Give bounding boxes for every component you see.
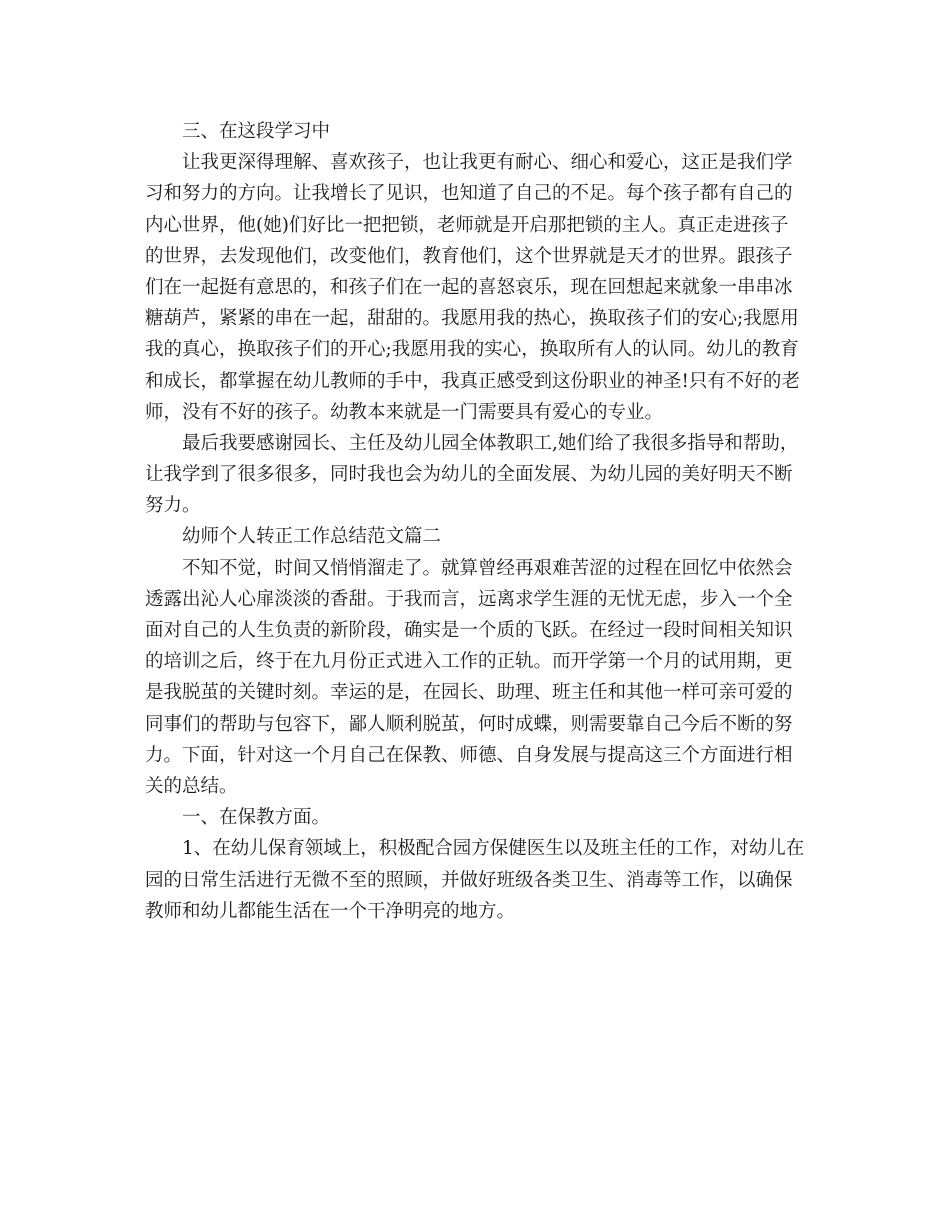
paragraph-line: 努力。 xyxy=(145,495,201,517)
paragraph-line: 力。下面，针对这一个月自己在保教、师德、自身发展与提高这三个方面进行相 xyxy=(145,744,793,766)
paragraph-line: 教师和幼儿都能生活在一个干净明亮的地方。 xyxy=(145,900,516,922)
paragraph-line: 糖葫芦，紧紧的串在一起，甜甜的。我愿用我的热心，换取孩子们的安心;我愿用 xyxy=(145,308,799,330)
paragraph-line: 透露出沁人心扉淡淡的香甜。于我而言，远离求学生涯的无忧无虑，步入一个全 xyxy=(145,588,793,610)
paragraph-line: 我的真心，换取孩子们的开心;我愿用我的实心，换取所有人的认同。幼儿的教育 xyxy=(145,339,799,361)
document-body xyxy=(145,116,810,927)
paragraph-line: 的世界，去发现他们，改变他们，教育他们，这个世界就是天才的世界。跟孩子 xyxy=(145,245,793,267)
paragraph-line: 们在一起挺有意思的，和孩子们在一起的喜怒哀乐，现在回想起来就象一串串冰 xyxy=(145,276,793,298)
paragraph-line: 让我更深得理解、喜欢孩子，也让我更有耐心、细心和爱心，这正是我们学 xyxy=(182,152,793,174)
paragraph-line: 是我脱茧的关键时刻。幸运的是，在园长、助理、班主任和其他一样可亲可爱的 xyxy=(145,682,793,704)
paragraph-line: 面对自己的人生负责的新阶段，确实是一个质的飞跃。在经过一段时间相关知识 xyxy=(145,620,793,641)
section-heading: 三、在这段学习中 xyxy=(182,121,331,142)
paragraph-line: 1、在幼儿保育领域上，积极配合园方保健医生以及班主任的工作，对幼儿在 xyxy=(182,838,805,860)
paragraph-line: 师，没有不好的孩子。幼教本来就是一门需要具有爱心的专业。 xyxy=(145,401,664,423)
paragraph-line: 习和努力的方向。让我增长了见识，也知道了自己的不足。每个孩子都有自己的 xyxy=(145,183,793,205)
paragraph-line: 关的总结。 xyxy=(145,775,238,797)
paragraph-line: 最后我要感谢园长、主任及幼儿园全体教职工,她们给了我很多指导和帮助， xyxy=(182,432,799,454)
article-title: 幼师个人转正工作总结范文篇二 xyxy=(182,526,442,548)
paragraph-line: 让我学到了很多很多，同时我也会为幼儿的全面发展、为幼儿园的美好明天不断 xyxy=(145,464,793,486)
paragraph-line: 的培训之后，终于在九月份正式进入工作的正轨。而开学第一个月的试用期，更 xyxy=(145,651,793,673)
paragraph-line: 不知不觉，时间又悄悄溜走了。就算曾经再艰难苦涩的过程在回忆中依然会 xyxy=(182,557,793,579)
paragraph-line: 内心世界，他(她)们好比一把把锁，老师就是开启那把锁的主人。真正走进孩子 xyxy=(145,214,789,236)
paragraph-line: 和成长，都掌握在幼儿教师的手中，我真正感受到这份职业的神圣!只有不好的老 xyxy=(145,370,800,392)
section-heading: 一、在保教方面。 xyxy=(182,807,331,829)
paragraph-line: 园的日常生活进行无微不至的照顾，并做好班级各类卫生、消毒等工作，以确保 xyxy=(145,869,793,891)
paragraph-line: 同事们的帮助与包容下，鄙人顺利脱茧，何时成蝶，则需要靠自己今后不断的努 xyxy=(145,713,793,735)
